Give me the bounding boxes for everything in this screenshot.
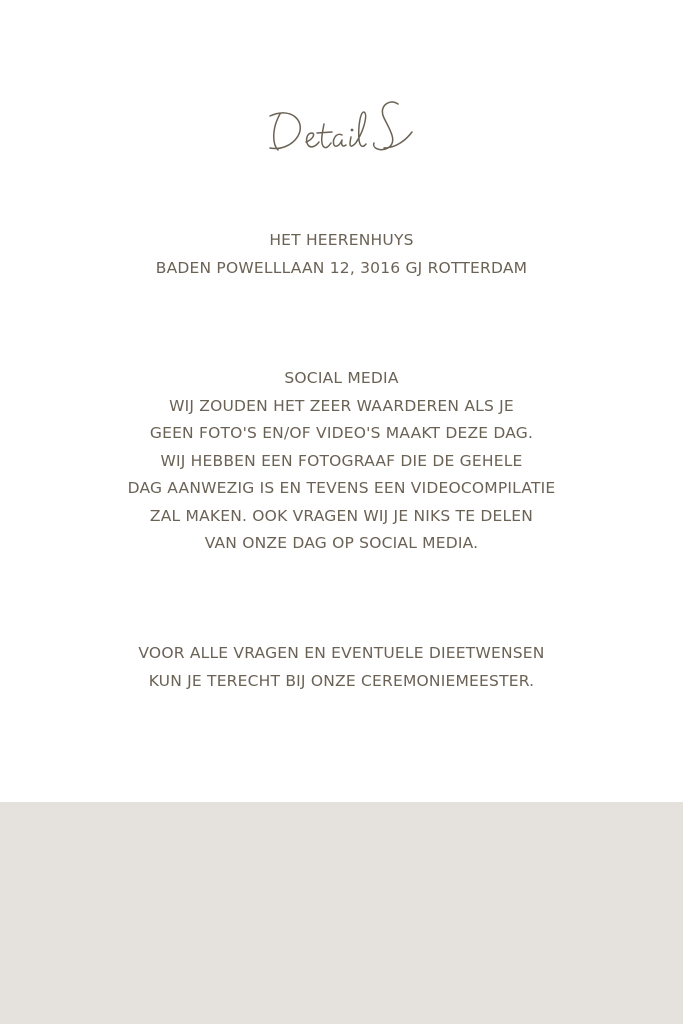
footer-band bbox=[0, 802, 683, 1024]
venue-name: HET HEERENHUYS bbox=[269, 231, 414, 249]
page-title bbox=[0, 88, 683, 168]
social-line: GEEN FOTO'S EN/OF VIDEO'S MAAKT DEZE DAG. bbox=[149, 424, 534, 442]
social-line: WIJ HEBBEN EEN FOTOGRAAF DIE DE GEHELE bbox=[160, 451, 523, 470]
social-line: ZAL MAKEN. OOK VRAGEN WIJ JE NIKS TE DELEN bbox=[149, 506, 534, 525]
social-heading: SOCIAL MEDIA bbox=[284, 369, 399, 387]
social-media-block bbox=[0, 365, 683, 558]
venue-block bbox=[0, 227, 683, 282]
venue-address: BADEN POWELLLAAN 12, 3016 GJ ROTTERDAM bbox=[155, 258, 528, 277]
social-line: VAN ONZE DAG OP SOCIAL MEDIA. bbox=[204, 534, 479, 552]
contact-line: VOOR ALLE VRAGEN EN EVENTUELE DIEETWENSEN bbox=[138, 644, 545, 662]
social-line: WIJ ZOUDEN HET ZEER WAARDEREN ALS JE bbox=[169, 396, 514, 415]
contact-line: KUN JE TERECHT BIJ ONZE CEREMONIEMEESTER. bbox=[148, 671, 535, 690]
contact-block bbox=[0, 640, 683, 695]
details-script-title bbox=[262, 88, 422, 168]
social-line: DAG AANWEZIG IS EN TEVENS EEN VIDEOCOMPILATIE bbox=[127, 479, 556, 497]
